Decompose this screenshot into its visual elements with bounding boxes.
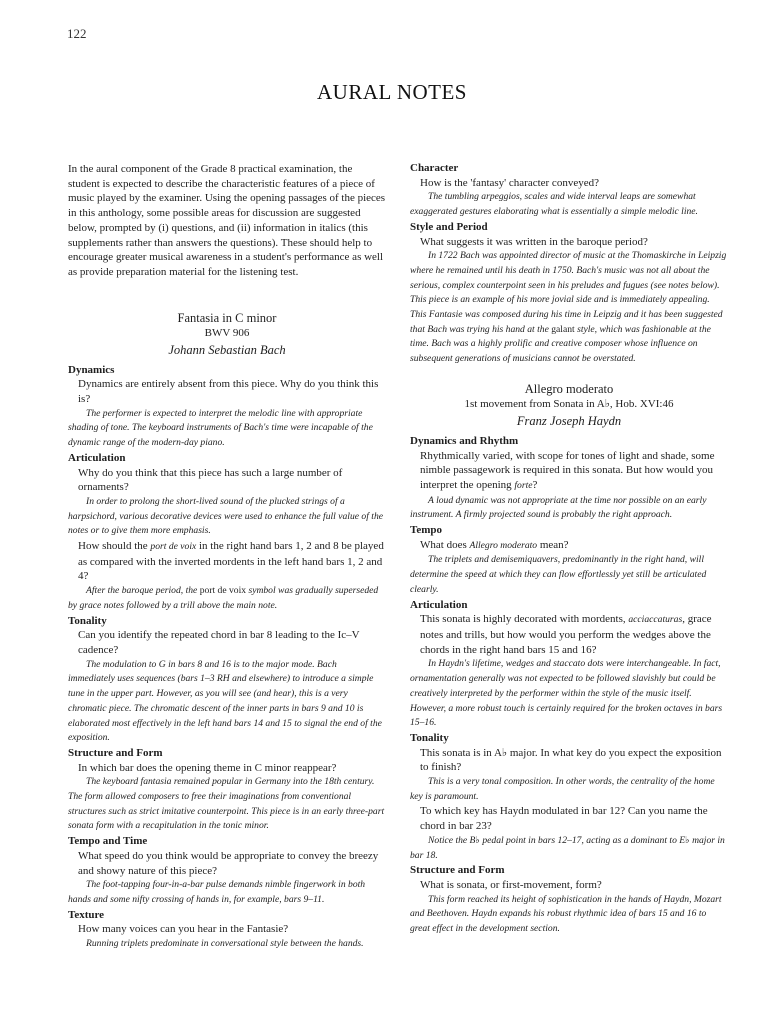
question: How many voices can you hear in the Fantasie? <box>78 923 289 936</box>
section-structure <box>68 746 386 834</box>
question: In which bar does the opening theme in C minor reappear? <box>78 761 337 774</box>
section-heading: Tempo and Time <box>68 835 148 848</box>
question <box>420 449 728 494</box>
piece-subtitle: 1st movement from Sonata in A♭, Hob. XVI:46 <box>464 397 674 410</box>
term-italic: port de voix <box>150 541 197 553</box>
piece-header-haydn <box>410 381 728 431</box>
question: To which key has Haydn modulated in bar 12? Can you name the chord in bar 23? <box>420 805 708 833</box>
question <box>78 539 386 584</box>
info-note: Notice the B♭ pedal point in bars 12–17, acting as a dominant to E♭ major in bar 18. <box>410 834 725 861</box>
section-heading: Tonality <box>410 731 449 744</box>
section-character <box>410 161 728 220</box>
right-column <box>410 161 728 937</box>
info-note: Running triplets predominate in conversational style between the hands. <box>86 938 364 950</box>
piece-header-bach <box>68 310 386 360</box>
question-text: What does <box>420 538 470 551</box>
section-heading: Articulation <box>410 598 468 611</box>
term-italic: Allegro moderato <box>469 539 538 551</box>
spacer <box>410 367 728 381</box>
info-note: A loud dynamic was not appropriate at the time nor possible on an early instrument. A firmly projected sound is probably the right approach. <box>410 494 707 521</box>
piece-title: Allegro moderato <box>524 381 614 396</box>
term-italic: acciaccaturas <box>628 614 683 626</box>
info-note: The foot-tapping four-in-a-bar pulse demands nimble fingerwork in both hands and some nifty crossing of hands in, for example, bars 9–11. <box>68 879 366 905</box>
term-roman: galant <box>551 323 575 335</box>
section-heading: Texture <box>68 908 105 921</box>
question <box>420 538 728 554</box>
section-articulation <box>410 598 728 731</box>
section-heading: Tonality <box>68 614 107 627</box>
info-text: After the baroque period, the <box>86 585 200 597</box>
info-note: The performer is expected to interpret the melodic line with appropriate shading of tone. The keyboard instruments of Bach's time were incapable of the dynamic range of the modern-day piano. <box>68 407 373 449</box>
section-heading: Dynamics and Rhythm <box>410 434 519 447</box>
section-tempo <box>410 523 728 598</box>
piece-title: Fantasia in C minor <box>177 310 277 325</box>
question: What is sonata, or first-movement, form? <box>420 878 602 891</box>
info-text: In 1722 Bach was appointed director of music at the Thomaskirche in Leipzig where he remained until his death in 1750. Bach's music was not all about the serious, complex counterpoint seen in his preludes and fugues (see notes below). This piece is an example of his more jovial side and is immediately appealing. This Fantasie was composed during his time in Leipzig and it has been suggested that Bach was trying his hand at the <box>410 250 727 335</box>
question: How is the 'fantasy' character conveyed? <box>420 176 599 189</box>
page-title: AURAL NOTES <box>317 80 467 104</box>
section-articulation <box>68 451 386 614</box>
question-text: How should the <box>78 540 151 553</box>
left-column <box>68 162 386 952</box>
info-note: This is a very tonal composition. In other words, the centrality of the home key is paramount. <box>410 776 715 802</box>
info-note: The triplets and demisemiquavers, predominantly in the right hand, will determine the speed at which they can flow effortlessly yet still be articulated clearly. <box>410 554 707 595</box>
section-tonality <box>68 614 386 746</box>
question: What suggests it was written in the baroque period? <box>420 235 648 248</box>
question-text: Rhythmically varied, with scope for tones of light and shade, some nimble passagework is required in this sonata. But how would you interpret the opening <box>420 449 715 491</box>
piece-composer: Johann Sebastian Bach <box>168 342 286 357</box>
question: What speed do you think would be appropriate to convey the breezy and showy nature of this piece? <box>78 849 379 877</box>
intro-paragraph: In the aural component of the Grade 8 practical examination, the student is expected to describe the characteristic features of a piece of music played by the examiner. Using the opening passages of the pieces in this anthology, some possible areas for discussion are suggested below, prompted by (i) questions, and (ii) information in italics (this supplements rather than answers the questions). These should help to encourage greater musical awareness in a student's performance as well as provide preparation material for the listening test. <box>68 163 386 278</box>
section-structure <box>410 863 728 937</box>
section-texture <box>68 908 386 952</box>
info-note <box>410 249 728 367</box>
info-note: The keyboard fantasia remained popular in Germany into the 18th century. The form allowed composers to free their imaginations from conventional structures such as strict imitative counterpoint. This piece is in an early three-part sonata form with a recapitulation in the tonic minor. <box>68 776 385 832</box>
section-tonality <box>410 731 728 863</box>
question-text: , grace notes and trills, but how would you perform the wedges above the chords in the right hand bars 15 and 16? <box>420 613 712 656</box>
section-style-period <box>410 220 728 367</box>
section-heading: Character <box>410 162 459 174</box>
info-text: style, which was fashionable at the time. Bach was a highly prolific and creative composer whose influence on subsequent generations of musicians cannot be overstated. <box>410 323 711 365</box>
question: Can you identify the repeated chord in bar 8 leading to the Ic–V cadence? <box>78 629 360 656</box>
info-note: The modulation to G in bars 8 and 16 is to the major mode. Bach immediately uses sequences (bars 1–3 RH and elsewhere) to introduce a simple tune in the upper part. However, as you will see (and hear), this is a very chromatic piece. The chromatic descent of the inner parts in bars 9 and 10 is elaborated most effectively in the left hand bars 14 and 15 to signal the end of the exposition. <box>68 658 382 744</box>
section-heading: Dynamics <box>68 363 115 376</box>
info-note: In Haydn's lifetime, wedges and staccato dots were interchangeable. In fact, ornamentation generally was not expected to be followed slavishly but could be creatively interpreted by the performer within the style of the music itself. However, a more robust touch is certainly required for the broken octaves in bars 15–16. <box>410 658 723 729</box>
section-heading: Tempo <box>410 524 442 537</box>
term-roman: port de voix <box>199 585 247 597</box>
question-text: This sonata is highly decorated with mordents, <box>420 613 629 626</box>
section-heading: Structure and Form <box>410 864 505 877</box>
question: Dynamics are entirely absent from this piece. Why do you think this is? <box>78 378 379 406</box>
page-number: 122 <box>67 26 87 41</box>
info-note: This form reached its height of sophistication in the hands of Haydn, Mozart and Beethoven. Haydn expands his robust rhythmic idea of bars 15 and 16 to great effect in the development section. <box>410 893 722 935</box>
section-dynamics <box>68 363 386 451</box>
info-text: symbol was gradually superseded by grace notes followed by a trill above the main note. <box>68 585 379 611</box>
piece-catalogue: BWV 906 <box>204 326 250 339</box>
section-tempo <box>68 834 386 908</box>
question <box>420 612 728 657</box>
question-text: in the right hand bars 1, 2 and 8 be played as compared with the inverted mordents in the left hand bars 1, 2 and 4? <box>78 540 384 583</box>
info-note: In order to prolong the short-lived sound of the plucked strings of a harpsichord, various decorative devices were used to enhance the full value of the notes or to give them more emphasis. <box>68 495 384 537</box>
question: Why do you think that this piece has such a large number of ornaments? <box>78 466 343 494</box>
info-note <box>68 584 386 613</box>
section-heading: Style and Period <box>410 220 488 233</box>
section-heading: Articulation <box>68 451 126 464</box>
section-heading: Structure and Form <box>68 746 163 759</box>
term-italic: forte <box>514 479 533 491</box>
question: This sonata is in A♭ major. In what key do you expect the exposition to finish? <box>420 746 722 774</box>
section-dynamics-rhythm <box>410 434 728 523</box>
piece-composer: Franz Joseph Haydn <box>516 413 622 428</box>
info-note: The tumbling arpeggios, scales and wide interval leaps are somewhat exaggerated gestures elaborating what is essentially a simple melodic line. <box>410 191 698 218</box>
question-text: mean? <box>537 538 569 551</box>
question-text: ? <box>532 478 538 491</box>
